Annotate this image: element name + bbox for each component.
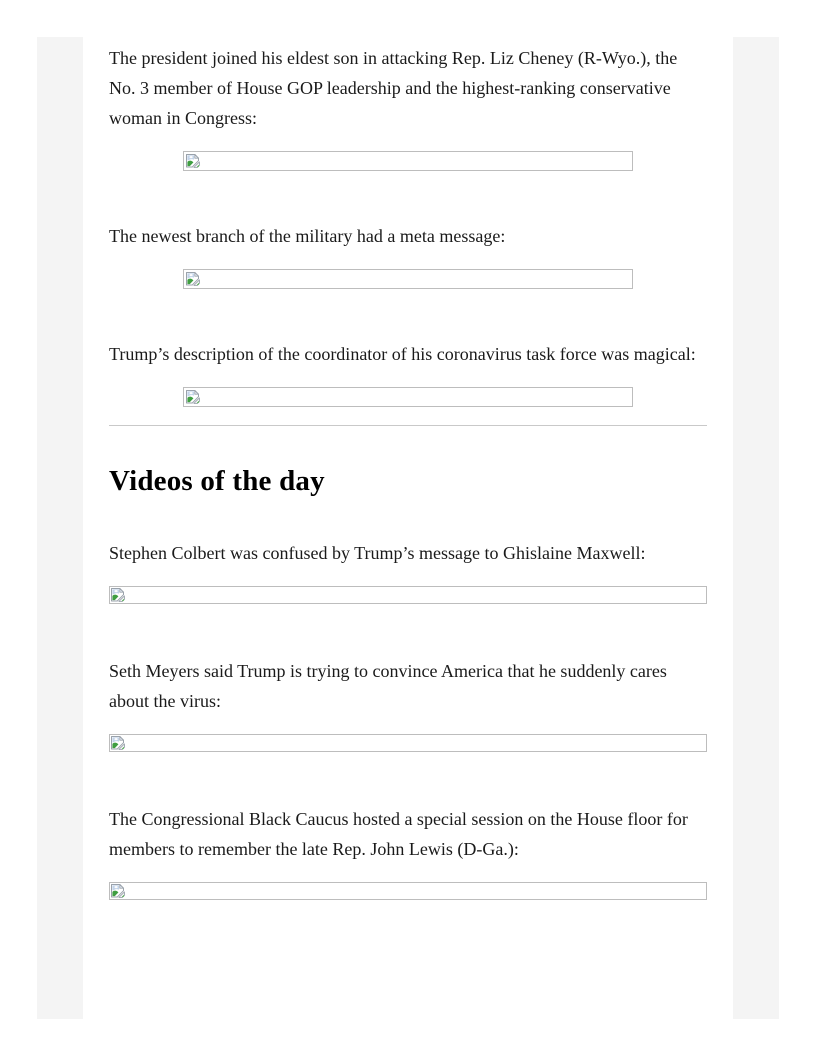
section-divider bbox=[109, 425, 707, 426]
videos-of-the-day-heading: Videos of the day bbox=[109, 465, 325, 497]
birx-embed-placeholder[interactable] bbox=[183, 387, 633, 407]
broken-image-icon bbox=[185, 271, 201, 287]
meyers-video-placeholder[interactable] bbox=[109, 734, 707, 752]
left-gutter bbox=[37, 37, 83, 1019]
broken-image-icon bbox=[110, 735, 126, 751]
broken-image-icon bbox=[185, 153, 201, 169]
right-gutter bbox=[733, 37, 779, 1019]
cbc-video-placeholder[interactable] bbox=[109, 882, 707, 900]
space-force-embed-placeholder[interactable] bbox=[183, 269, 633, 289]
paragraph-space-force: The newest branch of the military had a meta message: bbox=[109, 226, 506, 246]
broken-image-icon bbox=[110, 883, 126, 899]
colbert-video-placeholder[interactable] bbox=[109, 586, 707, 604]
paragraph-cbc: The Congressional Black Caucus hosted a special session on the House floor for members to remember the late Rep. John Lewis (D-Ga.): bbox=[109, 809, 688, 859]
email-content-column bbox=[83, 37, 733, 1019]
cheney-embed-placeholder[interactable] bbox=[183, 151, 633, 171]
newsletter-page bbox=[37, 37, 779, 1019]
paragraph-meyers: Seth Meyers said Trump is trying to convince America that he suddenly cares about the virus: bbox=[109, 661, 667, 711]
broken-image-icon bbox=[110, 587, 126, 603]
broken-image-icon bbox=[185, 389, 201, 405]
paragraph-cheney: The president joined his eldest son in attacking Rep. Liz Cheney (R-Wyo.), the No. 3 member of House GOP leadership and the highest-ranking conservative woman in Congress: bbox=[109, 48, 678, 128]
paragraph-birx: Trump’s description of the coordinator of his coronavirus task force was magical: bbox=[109, 344, 696, 364]
paragraph-colbert: Stephen Colbert was confused by Trump’s message to Ghislaine Maxwell: bbox=[109, 543, 646, 563]
